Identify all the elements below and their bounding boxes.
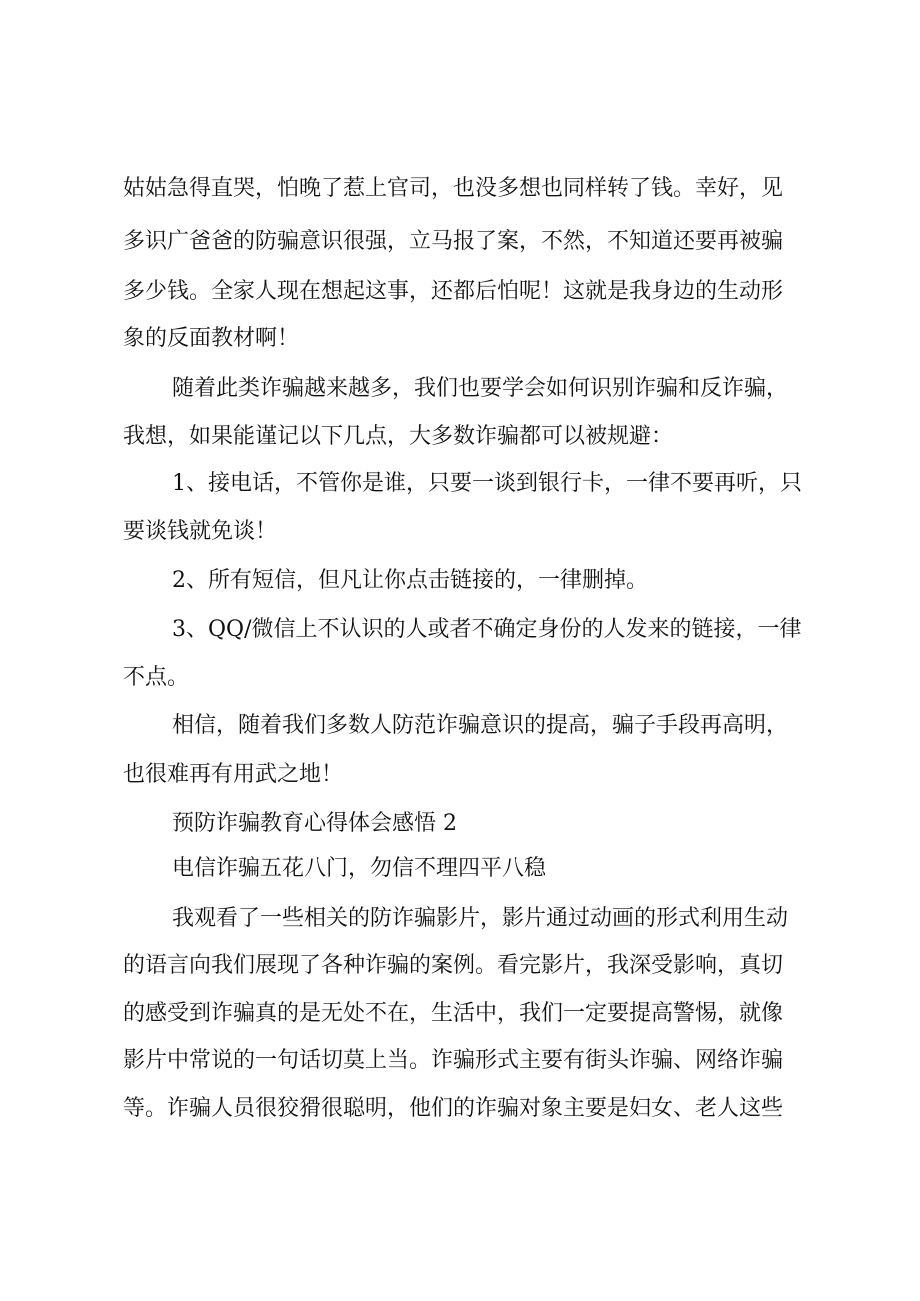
section-heading: 预防诈骗教育心得体会感悟 2 [172,811,457,836]
text-line: 我观看了一些相关的防诈骗影片，影片通过动画的形式利用生动 [172,906,789,931]
text-line: 不点。 [123,665,190,690]
text-line: 3、QQ/微信上不认识的人或者不确定身份的人发来的链接，一律 [172,617,802,642]
text-line: 象的反面教材啊！ [123,326,300,351]
text-line: 2、所有短信，但凡让你点击链接的，一律删掉。 [172,568,648,593]
subtitle: 电信诈骗五花八门，勿信不理四平八稳 [172,856,547,881]
text-line: 要谈钱就免谈！ [123,519,278,544]
text-line: 随着此类诈骗越来越多，我们也要学会如何识别诈骗和反诈骗， [172,376,789,401]
text-line: 1、接电话，不管你是谁，只要一谈到银行卡，一律不要再听，只 [172,471,802,496]
text-line: 多少钱。全家人现在想起这事，还都后怕呢！这就是我身边的生动形 [123,279,784,304]
text-line: 的语言向我们展现了各种诈骗的案例。看完影片，我深受影响，真切 [123,953,784,978]
text-line: 的感受到诈骗真的是无处不在，生活中，我们一定要提高警惕，就像 [123,1001,784,1026]
text-line: 多识广爸爸的防骗意识很强，立马报了案，不然，不知道还要再被骗 [123,229,784,254]
text-line: 等。诈骗人员很狡猾很聪明，他们的诈骗对象主要是妇女、老人这些 [123,1096,784,1121]
text-line: 我想，如果能谨记以下几点，大多数诈骗都可以被规避： [123,424,674,449]
text-line: 影片中常说的一句话切莫上当。诈骗形式主要有街头诈骗、网络诈骗 [123,1048,784,1073]
text-line: 姑姑急得直哭，怕晚了惹上官司，也没多想也同样转了钱。幸好，见 [123,176,784,201]
text-line: 相信，随着我们多数人防范诈骗意识的提高，骗子手段再高明， [172,713,789,738]
text-line: 也很难再有用武之地！ [123,762,344,787]
